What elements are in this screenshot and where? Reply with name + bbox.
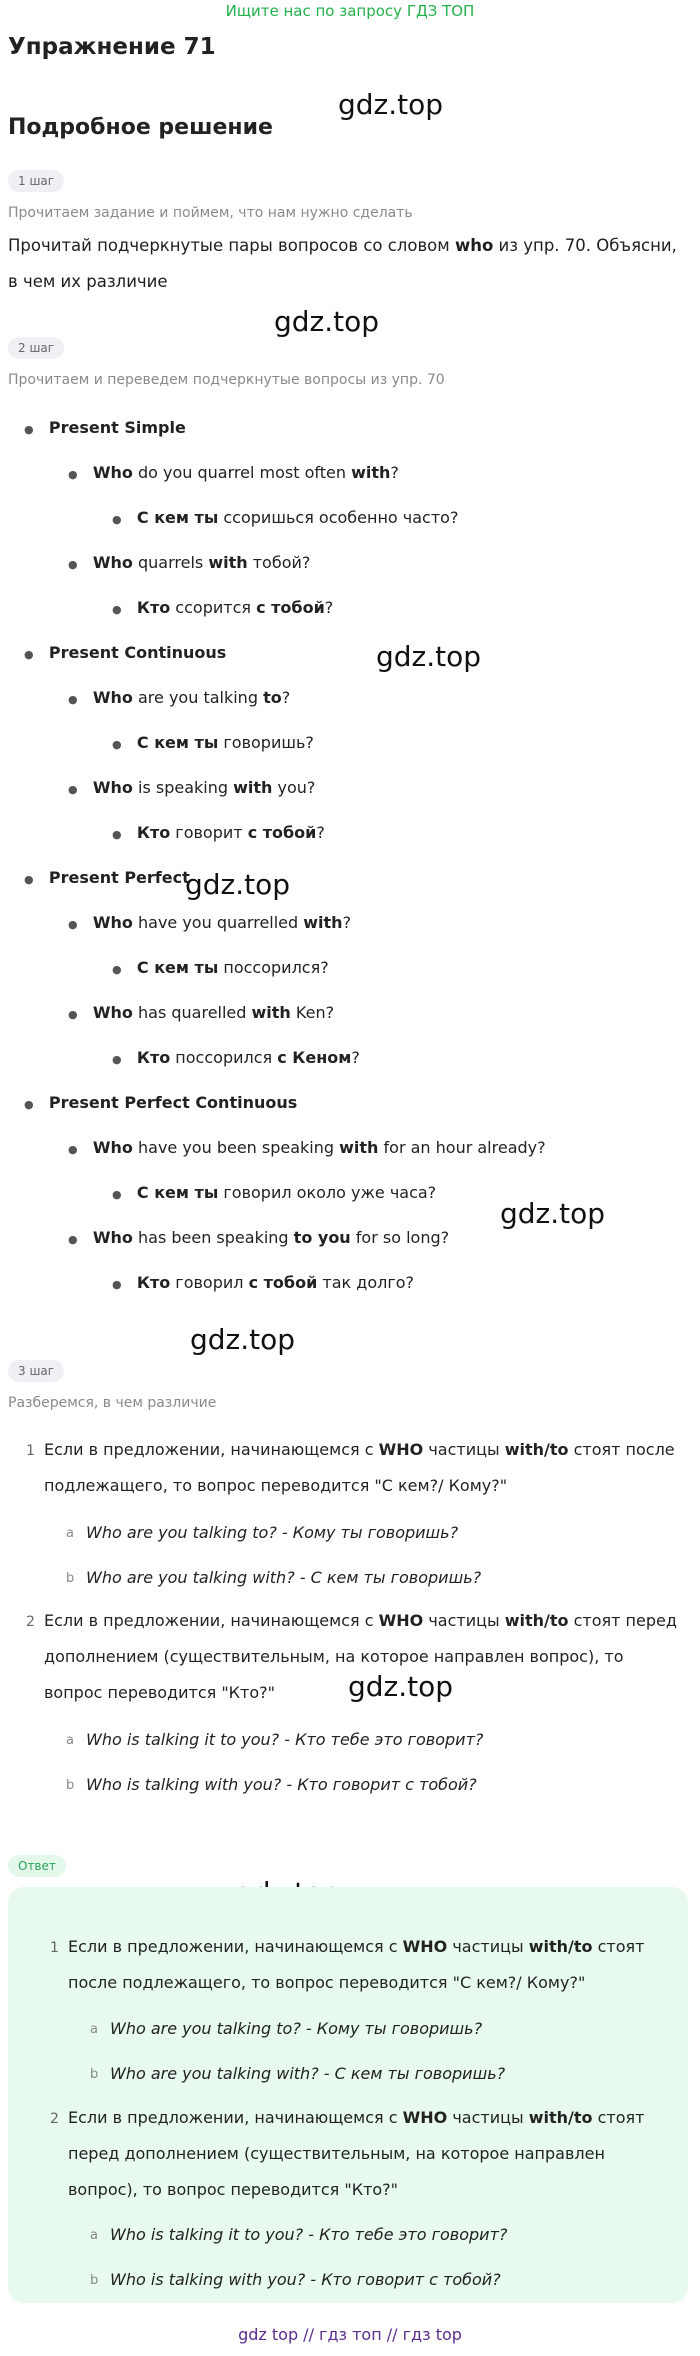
list-letter: a	[90, 2022, 98, 2037]
step-1-badge: 1 шаг	[8, 170, 64, 192]
watermark: gdz.top	[348, 1670, 454, 1703]
translation-item: ● Кто говорит с тобой?	[112, 823, 325, 842]
footer-links[interactable]: gdz top // гдз топ // гдз top	[238, 2325, 462, 2344]
translation-item: ● Кто ссорится с тобой?	[112, 598, 334, 617]
translation-item: ● С кем ты ссоришься особенно часто?	[112, 508, 459, 527]
example-text: Who are you talking to? - Кому ты говоришь?	[110, 2019, 483, 2038]
example-text: Who are you talking with? - С кем ты говоришь?	[110, 2064, 506, 2083]
list-number: 2	[26, 1614, 35, 1630]
step-1-hint: Прочитаем задание и поймем, что нам нужно сделать	[8, 205, 413, 221]
translation-item: ● Кто говорил с тобой так долго?	[112, 1273, 415, 1292]
translation-item: ● С кем ты говоришь?	[112, 733, 314, 752]
question-item: ● Who has quarelled with Ken?	[68, 1003, 335, 1022]
step-2-hint: Прочитаем и переведем подчеркнутые вопросы из упр. 70	[8, 372, 445, 388]
question-item: ● Who have you been speaking with for an hour already?	[68, 1138, 546, 1157]
example-text: Who is talking it to you? - Кто тебе это говорит?	[110, 2225, 508, 2244]
step-3-hint: Разберемся, в чем различие	[8, 1395, 217, 1411]
example-text: Who is talking it to you? - Кто тебе это говорит?	[86, 1730, 484, 1749]
step-2-badge: 2 шаг	[8, 337, 64, 359]
list-letter: a	[66, 1733, 74, 1748]
watermark: gdz.top	[500, 1197, 606, 1230]
step-3-badge: 3 шаг	[8, 1360, 64, 1382]
watermark: gdz.top	[338, 88, 444, 121]
list-number: 2	[50, 2111, 59, 2127]
question-item: ● Who have you quarrelled with?	[68, 913, 352, 932]
question-item: ● Who do you quarrel most often with?	[68, 463, 399, 482]
list-letter: b	[66, 1778, 75, 1793]
watermark: gdz.top	[274, 305, 380, 338]
translation-item: ● С кем ты поссорился?	[112, 958, 329, 977]
translation-item: ● С кем ты говорил около уже часа?	[112, 1183, 437, 1202]
list-number: 1	[26, 1443, 35, 1459]
watermark: gdz.top	[190, 1323, 296, 1356]
example-text: Who are you talking with? - С кем ты говоришь?	[86, 1568, 482, 1587]
example-text: Who are you talking to? - Кому ты говоришь?	[86, 1523, 459, 1542]
watermark: gdz.top	[185, 868, 291, 901]
list-number: 1	[50, 1940, 59, 1956]
question-item: ● Who are you talking to?	[68, 688, 291, 707]
explanation-text: Если в предложении, начинающемся с WHO частицы with/to стоят перед дополнением (существительным, на которое направлен вопрос), то вопрос переводится "Кто?"	[44, 1611, 677, 1702]
explanation-text: Если в предложении, начинающемся с WHO частицы with/to стоят перед дополнением (существительным, на которое направлен вопрос), то вопрос переводится "Кто?"	[68, 2108, 645, 2199]
example-text: Who is talking with you? - Кто говорит с тобой?	[86, 1775, 477, 1794]
tense-item: ● Present Simple	[24, 418, 186, 437]
question-item: ● Who has been speaking to you for so long?	[68, 1228, 450, 1247]
answer-badge: Ответ	[8, 1855, 66, 1877]
list-letter: a	[66, 1526, 74, 1541]
task-text: Прочитай подчеркнутые пары вопросов со словом who из упр. 70. Объясни, в чем их различие	[8, 236, 677, 291]
list-letter: b	[90, 2273, 99, 2288]
question-item: ● Who quarrels with тобой?	[68, 553, 311, 572]
list-letter: a	[90, 2228, 98, 2243]
page-title: Упражнение 71	[8, 34, 216, 60]
question-item: ● Who is speaking with you?	[68, 778, 316, 797]
section-title: Подробное решение	[8, 115, 273, 140]
tense-item: ● Present Perfect	[24, 868, 190, 887]
list-letter: b	[66, 1571, 75, 1586]
tense-item: ● Present Continuous	[24, 643, 227, 662]
explanation-text: Если в предложении, начинающемся с WHO частицы with/to стоят после подлежащего, то вопрос переводится "С кем?/ Кому?"	[44, 1440, 675, 1495]
translation-item: ● Кто поссорился с Кеном?	[112, 1048, 360, 1067]
tense-item: ● Present Perfect Continuous	[24, 1093, 298, 1112]
top-banner: Ищите нас по запросу ГДЗ ТОП	[225, 2, 475, 20]
watermark: gdz.top	[376, 640, 482, 673]
list-letter: b	[90, 2067, 99, 2082]
example-text: Who is talking with you? - Кто говорит с тобой?	[110, 2270, 501, 2289]
explanation-text: Если в предложении, начинающемся с WHO частицы with/to стоят после подлежащего, то вопрос переводится "С кем?/ Кому?"	[68, 1937, 645, 1992]
